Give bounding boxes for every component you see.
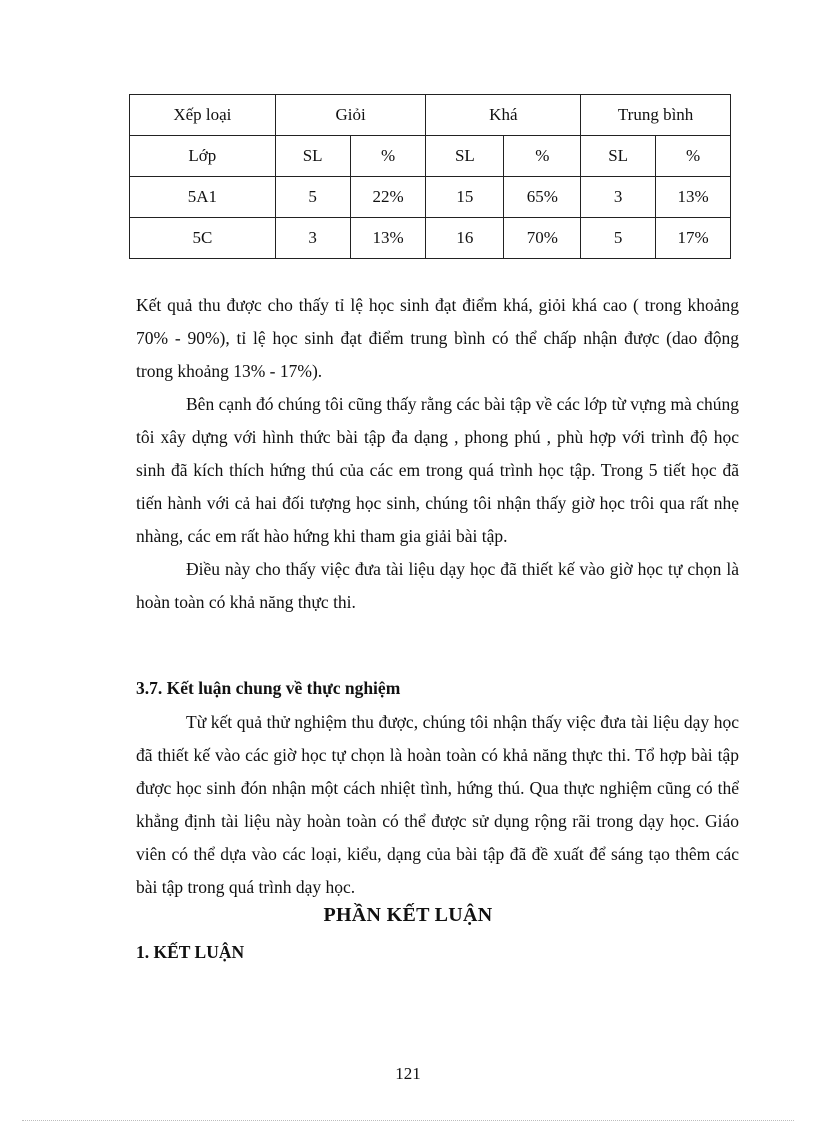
table-cell: 3 xyxy=(581,177,656,218)
table-cell: 5 xyxy=(275,177,350,218)
section-heading-3-7: 3.7. Kết luận chung về thực nghiệm xyxy=(136,678,401,698)
table-cell: 5C xyxy=(130,218,276,259)
table-cell: 65% xyxy=(504,177,581,218)
table-subheader-row xyxy=(130,136,731,177)
table-header-cell: Lớp xyxy=(130,136,276,177)
table-header-cell: SL xyxy=(275,136,350,177)
table-row xyxy=(130,218,731,259)
table-cell: 16 xyxy=(426,218,504,259)
results-table xyxy=(129,94,731,259)
table-row xyxy=(130,177,731,218)
paragraph-results-summary: Kết quả thu được cho thấy tỉ lệ học sinh đạt điểm khá, giỏi khá cao ( trong khoảng 70% - 90%), tỉ lệ học sinh đạt điểm trung bình có thể chấp nhận được (dao động trong khoảng 13% - 17%). xyxy=(136,295,739,381)
table-header-cell: % xyxy=(350,136,426,177)
section-3-7-body xyxy=(136,706,739,904)
table-cell: 17% xyxy=(656,218,731,259)
header-xep-loai: Xếp loại xyxy=(130,95,276,136)
table-header-cell: SL xyxy=(426,136,504,177)
paragraph-feasibility: Điều này cho thấy việc đưa tài liệu dạy học đã thiết kế vào giờ học tự chọn là hoàn toàn có khả năng thực thi. xyxy=(136,559,739,612)
results-discussion xyxy=(136,289,739,619)
table-cell: 70% xyxy=(504,218,581,259)
paragraph-general-conclusion: Từ kết quả thử nghiệm thu được, chúng tôi nhận thấy việc đưa tài liệu dạy học đã thiết kế vào các giờ học tự chọn là hoàn toàn có khả năng thực thi. Tổ hợp bài tập được học sinh đón nhận một cách nhiệt tình, hứng thú. Qua thực nghiệm cũng có thể khẳng định tài liệu này hoàn toàn có thể được sử dụng rộng rãi trong dạy học. Giáo viên có thể dựa vào các loại, kiểu, dạng của bài tập đã đề xuất để sáng tạo thêm các bài tập trong quá trình dạy học. xyxy=(136,712,739,897)
table-header-row xyxy=(130,95,731,136)
paragraph-exercise-observation: Bên cạnh đó chúng tôi cũng thấy rằng các bài tập về các lớp từ vựng mà chúng tôi xây dựng với hình thức bài tập đa dạng , phong phú , phù hợp với trình độ học sinh đã kích thích hứng thú của các em trong quá trình học tập. Trong 5 tiết học đã tiến hành với cả hai đối tượng học sinh, chúng tôi nhận thấy giờ học trôi qua rất nhẹ nhàng, các em rất hào hứng khi tham gia giải bài tập. xyxy=(136,394,739,546)
table-cell: 5A1 xyxy=(130,177,276,218)
table-cell: 13% xyxy=(656,177,731,218)
page-number: 121 xyxy=(395,1064,421,1083)
table-cell: 3 xyxy=(275,218,350,259)
footer-divider xyxy=(22,1120,794,1121)
table-cell: 15 xyxy=(426,177,504,218)
header-trung-binh: Trung bình xyxy=(581,95,731,136)
table-header-cell: % xyxy=(504,136,581,177)
header-kha: Khá xyxy=(426,95,581,136)
header-gioi: Giỏi xyxy=(275,95,426,136)
conclusion-heading: 1. KẾT LUẬN xyxy=(136,942,245,962)
table-cell: 22% xyxy=(350,177,426,218)
table-cell: 5 xyxy=(581,218,656,259)
table-cell: 13% xyxy=(350,218,426,259)
table-header-cell: SL xyxy=(581,136,656,177)
part-title: PHẦN KẾT LUẬN xyxy=(323,904,493,926)
table-header-cell: % xyxy=(656,136,731,177)
